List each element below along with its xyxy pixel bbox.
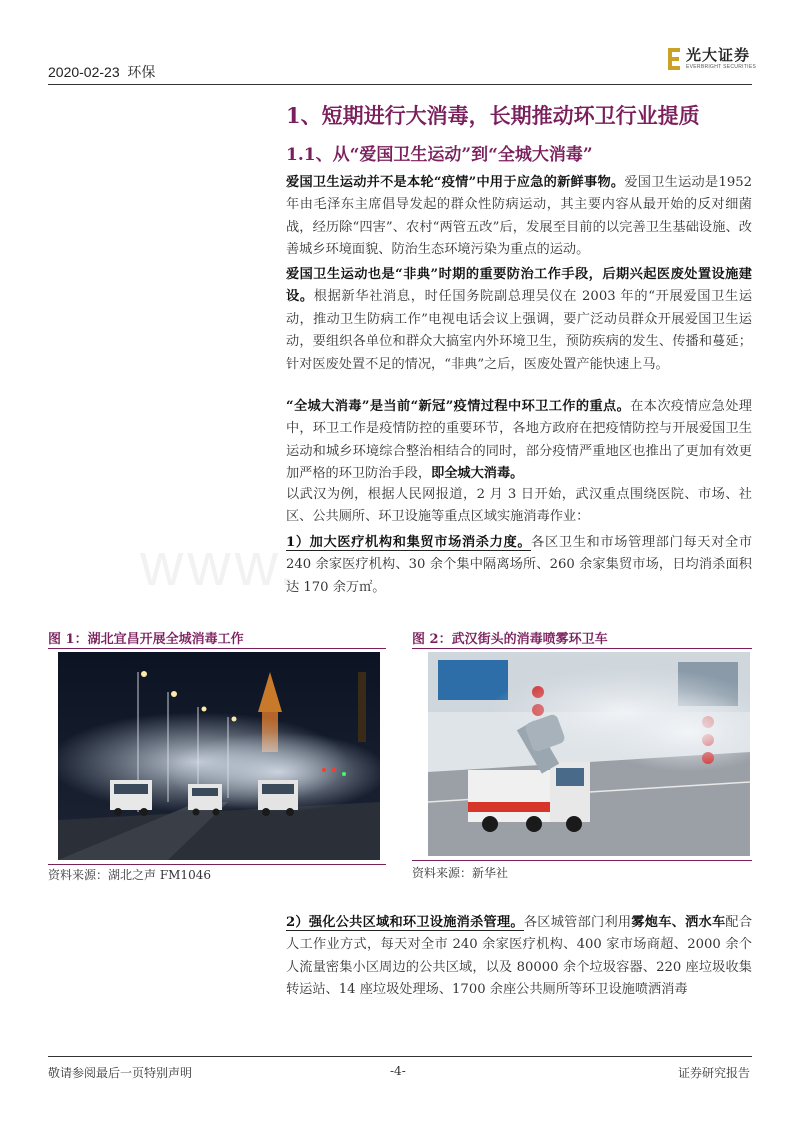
- figure-1-photo: [58, 652, 380, 860]
- figure-1-title: 图 1：湖北宜昌开展全城消毒工作: [48, 632, 244, 647]
- figure-1-bottom-rule: [48, 864, 386, 865]
- logo-en-text: EVERBRIGHT SECURITIES: [686, 64, 757, 70]
- report-section: 环保: [127, 64, 156, 80]
- everbright-logo-icon: [668, 48, 682, 70]
- paragraph-1: 爱国卫生运动并不是本轮“疫情”中用于应急的新鲜事物。爱国卫生运动是1952 年由毛泽东主席倡导发起的群众性防病运动，其主要内容从最开始的反对细菌战，经历除“四害”、农村“两管五改”后，发展至目前的以完善卫生基础设施、改善城乡环境面貌、防治生态环境污染为重点的运动。: [286, 175, 753, 258]
- watermark: www.: [140, 531, 300, 598]
- paragraph-2: 爱国卫生运动也是“非典”时期的重要防治工作手段，后期兴起医废处置设施建设。根据新华社消息，时任国务院副总理吴仪在 2003 年的“开展爱国卫生运动，推动卫生防病工作”电视电话会议上强调，要广泛动员群众开展爱国卫生运动，要组织各单位和群众大搞室内外环境卫生，预防疾病的发生、传播和蔓延；针对医废处置不足的情况，“非典”之后，医废处置产能快速上马。: [286, 267, 753, 372]
- subsection-heading: 1.1、从“爱国卫生运动”到“全城大消毒”: [286, 145, 593, 165]
- section-heading: 1、短期进行大消毒，长期推动环卫行业提质: [286, 103, 700, 128]
- figure-2-source: 资料来源：新华社: [412, 866, 509, 880]
- paragraph-5: 1）加大医疗机构和集贸市场消杀力度。各区卫生和市场管理部门每天对全市 240 余家医疗机构、30 余个集中隔离场所、260 余家集贸市场，日均消杀面积达 170 余万㎡。: [286, 535, 753, 595]
- figure-2-title: 图 2：武汉街头的消毒喷雾环卫车: [412, 632, 608, 647]
- header-divider: [48, 84, 752, 85]
- logo-cn-text: 光大证券: [686, 46, 751, 64]
- company-logo: [668, 48, 756, 70]
- footer-disclaimer: 敬请参阅最后一页特别声明: [48, 1066, 193, 1080]
- paragraph-3: “全城大消毒”是当前“新冠”疫情过程中环卫工作的重点。在本次疫情应急处理中，环卫工作是疫情防控的重要环节，各地方政府在把疫情防控与开展爱国卫生运动和城乡环境综合整治相结合的同时，部分疫情严重地区也推出了更加有效更加严格的环卫防治手段，即全城大消毒。: [286, 399, 752, 482]
- figure-1-source: 资料来源：湖北之声 FM1046: [48, 868, 211, 882]
- figure-2-bottom-rule: [412, 860, 752, 861]
- figure-1-rule: [48, 648, 386, 649]
- footer-divider: [48, 1056, 752, 1057]
- paragraph-4: 以武汉为例，根据人民网报道，2 月 3 日开始，武汉重点围绕医院、市场、社区、公共厕所、环卫设施等重点区域实施消毒作业：: [286, 487, 752, 525]
- page-number: -4-: [390, 1064, 406, 1078]
- figure-2-rule: [412, 648, 752, 649]
- paragraph-6: 2）强化公共区域和环卫设施消杀管理。各区城管部门利用雾炮车、洒水车配合人工作业方式，每天对全市 240 余家医疗机构、400 家市场商超、2000 余个人流量密集小区周边的公共区域，以及 80000 余个垃圾容器、220 座垃圾收集转运站、14 座垃圾处理场、1700 余座公共厕所等环卫设施喷洒消毒: [286, 915, 753, 998]
- report-date: 2020-02-23 环保: [48, 64, 156, 80]
- figure-2-photo: [428, 652, 750, 856]
- footer-report-type: 证券研究报告: [678, 1066, 751, 1080]
